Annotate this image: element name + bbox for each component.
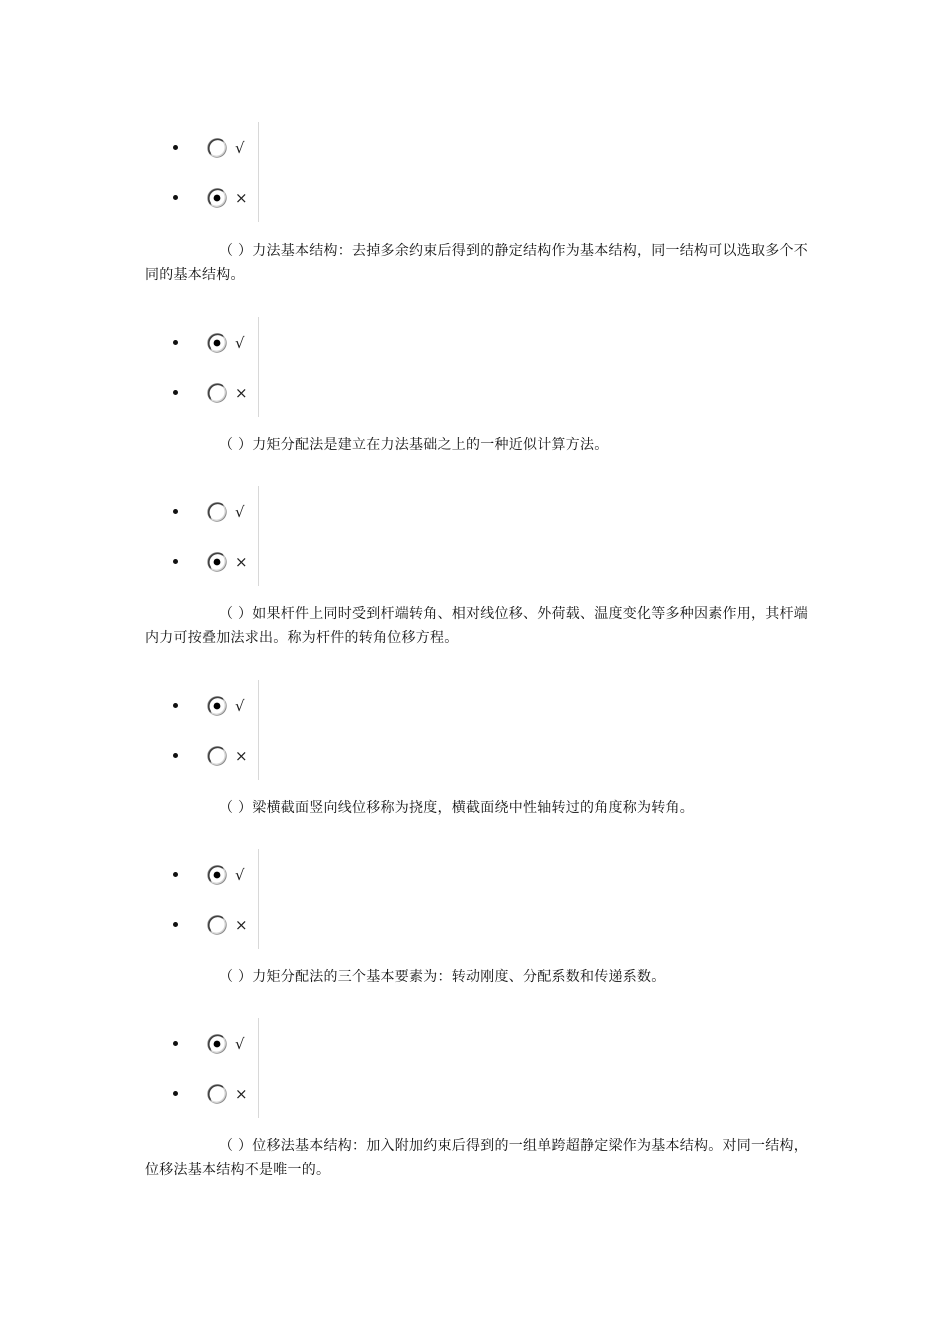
true-mark: √ bbox=[235, 334, 245, 352]
option-false bbox=[170, 1079, 260, 1109]
bullet-icon bbox=[173, 753, 178, 758]
false-mark: × bbox=[235, 916, 248, 934]
false-mark: × bbox=[235, 747, 248, 765]
answer-options-4 bbox=[170, 680, 265, 780]
answer-options-3 bbox=[170, 486, 265, 586]
option-true bbox=[170, 1029, 260, 1059]
radio-false[interactable] bbox=[205, 744, 230, 768]
bullet-icon bbox=[173, 340, 178, 345]
bullet-icon bbox=[173, 703, 178, 708]
true-mark: √ bbox=[235, 1035, 245, 1053]
question-text-2 bbox=[145, 433, 809, 457]
option-true bbox=[170, 133, 260, 163]
false-mark: × bbox=[235, 553, 248, 571]
radio-false[interactable] bbox=[205, 1082, 230, 1106]
false-mark: × bbox=[235, 189, 248, 207]
radio-false[interactable] bbox=[205, 550, 230, 574]
radio-true[interactable] bbox=[205, 863, 230, 887]
radio-true[interactable] bbox=[205, 1032, 230, 1056]
bullet-icon bbox=[173, 1041, 178, 1046]
option-false bbox=[170, 547, 260, 577]
option-false bbox=[170, 378, 260, 408]
bullet-icon bbox=[173, 145, 178, 150]
question-content: 如果杆件上同时受到杆端转角、相对线位移、外荷载、温度变化等多种因素作用，其杆端内力可按叠加法求出。称为杆件的转角位移方程。 bbox=[145, 606, 808, 646]
true-mark: √ bbox=[235, 697, 245, 715]
option-false bbox=[170, 910, 260, 940]
radio-false[interactable] bbox=[205, 913, 230, 937]
question-text-3 bbox=[145, 602, 809, 650]
question-text-6 bbox=[145, 1134, 809, 1182]
answer-parentheses: （ ） bbox=[219, 437, 253, 453]
answer-options-6 bbox=[170, 1018, 265, 1118]
question-content: 力矩分配法的三个基本要素为：转动刚度、分配系数和传递系数。 bbox=[252, 969, 666, 985]
bullet-icon bbox=[173, 1091, 178, 1096]
radio-true[interactable] bbox=[205, 694, 230, 718]
true-mark: √ bbox=[235, 866, 245, 884]
answer-parentheses: （ ） bbox=[219, 243, 253, 259]
bullet-icon bbox=[173, 195, 178, 200]
true-mark: √ bbox=[235, 139, 245, 157]
question-content: 位移法基本结构：加入附加约束后得到的一组单跨超静定梁作为基本结构。对同一结构，位移法基本结构不是唯一的。 bbox=[145, 1138, 808, 1178]
radio-true[interactable] bbox=[205, 500, 230, 524]
question-text-1 bbox=[145, 239, 809, 287]
radio-true[interactable] bbox=[205, 331, 230, 355]
question-content: 力法基本结构：去掉多余约束后得到的静定结构作为基本结构，同一结构可以选取多个不同的基本结构。 bbox=[145, 243, 808, 283]
false-mark: × bbox=[235, 1085, 248, 1103]
answer-parentheses: （ ） bbox=[219, 1138, 253, 1154]
option-true bbox=[170, 328, 260, 358]
option-false bbox=[170, 741, 260, 771]
answer-options-5 bbox=[170, 849, 265, 949]
bullet-icon bbox=[173, 559, 178, 564]
answer-options-2 bbox=[170, 317, 265, 417]
answer-parentheses: （ ） bbox=[219, 800, 253, 816]
bullet-icon bbox=[173, 922, 178, 927]
radio-false[interactable] bbox=[205, 381, 230, 405]
bullet-icon bbox=[173, 509, 178, 514]
question-content: 梁横截面竖向线位移称为挠度，横截面绕中性轴转过的角度称为转角。 bbox=[252, 800, 694, 816]
answer-parentheses: （ ） bbox=[219, 969, 253, 985]
option-true bbox=[170, 691, 260, 721]
radio-false[interactable] bbox=[205, 186, 230, 210]
true-mark: √ bbox=[235, 503, 245, 521]
bullet-icon bbox=[173, 390, 178, 395]
false-mark: × bbox=[235, 384, 248, 402]
answer-parentheses: （ ） bbox=[219, 606, 253, 622]
question-text-4 bbox=[145, 796, 809, 820]
option-false bbox=[170, 183, 260, 213]
bullet-icon bbox=[173, 872, 178, 877]
answer-options-1 bbox=[170, 122, 265, 222]
radio-true[interactable] bbox=[205, 136, 230, 160]
option-true bbox=[170, 497, 260, 527]
question-content: 力矩分配法是建立在力法基础之上的一种近似计算方法。 bbox=[252, 437, 609, 453]
question-text-5 bbox=[145, 965, 809, 989]
option-true bbox=[170, 860, 260, 890]
